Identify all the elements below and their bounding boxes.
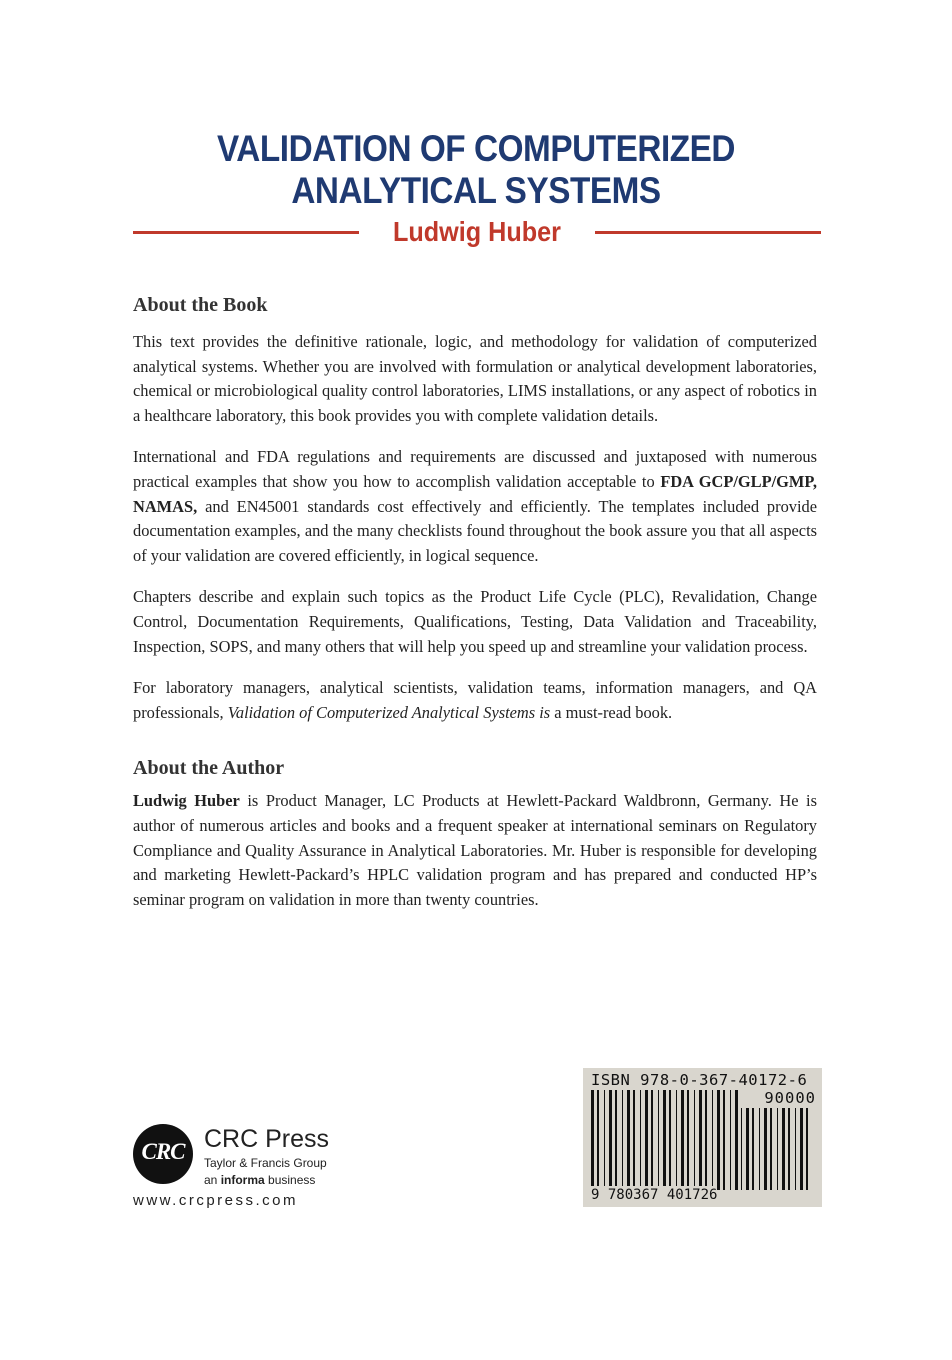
barcode-bar bbox=[806, 1108, 808, 1190]
barcode-bar bbox=[604, 1090, 605, 1190]
barcode-bar bbox=[597, 1090, 599, 1190]
about-author-paragraph bbox=[133, 789, 817, 912]
author-banner bbox=[133, 214, 821, 254]
barcode-digits: 9 780367 401726 bbox=[591, 1187, 718, 1203]
title-line-1: VALIDATION OF COMPUTERIZED bbox=[216, 128, 736, 169]
crc-press-logo bbox=[133, 1120, 393, 1220]
p4-text-b: a must-read book. bbox=[550, 702, 673, 722]
barcode-bar bbox=[800, 1108, 803, 1190]
barcode-bar bbox=[795, 1108, 796, 1190]
price-barcode-bars bbox=[741, 1108, 815, 1190]
crc-logo-letters: CRC bbox=[141, 1139, 185, 1164]
about-book-paragraph-1: This text provides the definitive rationale, logic, and methodology for validation of computerized analytical systems. Whether you are involved with formulation or analytical development laboratories, chemical or microbiological quality control laboratories, LIMS installations, or any aspect of robotics in a healthcare laboratory, this book provides you with complete validation details. bbox=[133, 332, 817, 425]
publisher-name: CRC Press bbox=[204, 1125, 330, 1153]
barcode-bar bbox=[676, 1090, 677, 1190]
barcode-bar bbox=[627, 1090, 630, 1190]
barcode-bar bbox=[591, 1090, 594, 1190]
barcode-bar bbox=[782, 1108, 785, 1190]
p2-text-b: and EN45001 standards cost effectively and efficiently. The templates included provide documentation examples, and the many checklists found throughout the book assure you that all aspects of your validation are covered efficiently, in logical sequence. bbox=[133, 496, 817, 565]
author-bio-text: is Product Manager, LC Products at Hewlett-Packard Waldbronn, Germany. He is author of numerous articles and books and a frequent speaker at international seminars on Regulatory Compliance and Quality Assurance in Analytical Laboratories. Mr. Huber is responsible for developing and marketing Hewlett-Packard’s HPLC validation program and has prepared and conducted HP’s seminar program on validation in more than twenty countries. bbox=[133, 791, 817, 909]
barcode-bar bbox=[746, 1108, 749, 1190]
isbn-number: ISBN 978-0-367-40172-6 bbox=[591, 1071, 808, 1089]
p4-text-a: For laboratory managers, analytical scientists, validation teams, information managers, and QA professionals, bbox=[133, 678, 817, 722]
barcode-bar bbox=[770, 1108, 772, 1190]
barcode-bar bbox=[663, 1090, 666, 1190]
barcode-bar bbox=[609, 1090, 612, 1190]
barcode-bar bbox=[669, 1090, 671, 1190]
p4-italic-title: Validation of Computerized Analytical Systems is bbox=[227, 702, 551, 722]
barcode-bar bbox=[730, 1090, 731, 1190]
barcode-bar bbox=[735, 1090, 738, 1190]
author-name: Ludwig Huber bbox=[393, 216, 561, 247]
about-book-paragraph-3: Chapters describe and explain such topics as the Product Life Cycle (PLC), Revalidation, Change Control, Documentation Requirements, Qualifications, Testing, Data Validation and Traceability, Inspection, SOPS, and many others that will help you speed up and streamline your validation process. bbox=[133, 587, 817, 656]
ean-barcode-bars bbox=[591, 1090, 741, 1190]
barcode-bar bbox=[712, 1090, 713, 1190]
barcode-bar bbox=[717, 1090, 720, 1190]
publisher-group: Taylor & Francis Group bbox=[204, 1156, 327, 1170]
barcode-bar bbox=[622, 1090, 623, 1190]
title-line-2: ANALYTICAL SYSTEMS bbox=[291, 170, 661, 211]
about-book-heading: About the Book bbox=[133, 294, 268, 316]
informa-tagline bbox=[204, 1173, 315, 1188]
barcode-bar bbox=[694, 1090, 695, 1190]
author-name-bold: Ludwig Huber bbox=[133, 791, 240, 811]
price-code: 90000 bbox=[764, 1089, 816, 1107]
p2-text-a: International and FDA regulations and requirements are discussed and juxtaposed with numerous practical examples that show you how to accomplish validation acceptable to bbox=[133, 447, 817, 491]
isbn-barcode bbox=[583, 1068, 822, 1207]
informa-bold: informa bbox=[220, 1173, 265, 1187]
cover-text bbox=[133, 292, 817, 912]
barcode-bar bbox=[615, 1090, 617, 1190]
about-book-paragraph-2 bbox=[133, 445, 817, 568]
crc-circle-icon bbox=[133, 1124, 193, 1184]
barcode-bar bbox=[687, 1090, 689, 1190]
informa-suffix: business bbox=[264, 1173, 316, 1187]
barcode-bar bbox=[658, 1090, 659, 1190]
barcode-bar bbox=[723, 1090, 725, 1190]
book-title bbox=[0, 128, 952, 212]
about-author-heading: About the Author bbox=[133, 757, 285, 780]
barcode-bar bbox=[705, 1090, 707, 1190]
barcode-bar bbox=[640, 1090, 641, 1190]
p2-bold-standards: FDA GCP/GLP/GMP, NAMAS, bbox=[133, 471, 817, 516]
about-book-paragraph-4 bbox=[133, 676, 817, 725]
barcode-bar bbox=[633, 1090, 635, 1190]
barcode-bar bbox=[788, 1108, 790, 1190]
publisher-url: www.crcpress.com bbox=[133, 1192, 299, 1209]
barcode-bar bbox=[645, 1090, 648, 1190]
right-red-rule bbox=[595, 231, 821, 234]
left-red-rule bbox=[133, 231, 359, 234]
barcode-bar bbox=[777, 1108, 778, 1190]
barcode-bar bbox=[741, 1108, 742, 1190]
barcode-bar bbox=[699, 1090, 702, 1190]
barcode-bar bbox=[764, 1108, 767, 1190]
barcode-bar bbox=[752, 1108, 754, 1190]
barcode-bar bbox=[681, 1090, 684, 1190]
barcode-bar bbox=[759, 1108, 760, 1190]
informa-prefix: an bbox=[204, 1173, 221, 1187]
barcode-bar bbox=[651, 1090, 653, 1190]
